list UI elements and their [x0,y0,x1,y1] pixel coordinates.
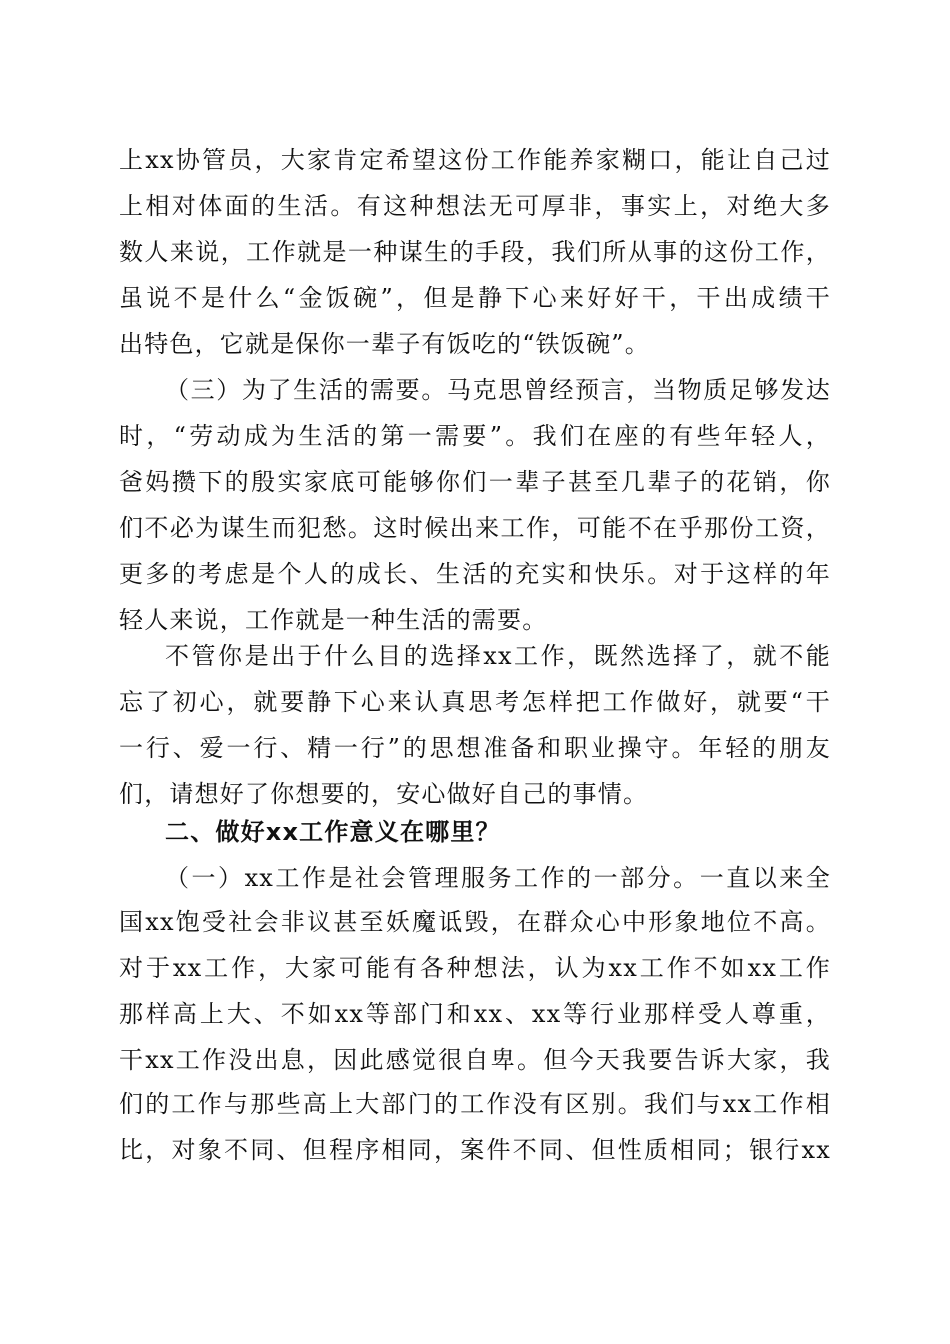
text-line: 那样高上大、不如xx等部门和xx、xx等行业那样受人尊重， [119,1000,831,1028]
paragraph-start-line: 不管你是出于什么目的选择xx工作，既然选择了，就不能 [165,642,831,670]
text-line: 们不必为谋生而犯愁。这时候出来工作，可能不在乎那份工资， [119,514,831,542]
paragraph-start-line: （三）为了生活的需要。马克思曾经预言，当物质足够发达 [165,376,831,404]
text-line: 时，“劳动成为生活的第一需要”。我们在座的有些年轻人， [119,422,831,450]
text-line: 数人来说，工作就是一种谋生的手段，我们所从事的这份工作， [119,238,831,266]
text-line: 对于xx工作，大家可能有各种想法，认为xx工作不如xx工作 [119,954,831,982]
section-heading: 二、做好xx工作意义在哪里？ [165,818,501,846]
text-line: 们的工作与那些高上大部门的工作没有区别。我们与xx工作相 [119,1090,831,1118]
paragraph-start-line: （一）xx工作是社会管理服务工作的一部分。一直以来全 [165,864,831,892]
text-line: 爸妈攒下的殷实家底可能够你们一辈子甚至几辈子的花销，你 [119,468,831,496]
text-line: 虽说不是什么“金饭碗”，但是静下心来好好干，干出成绩干 [119,284,831,312]
text-line: 忘了初心，就要静下心来认真思考怎样把工作做好，就要“干 [119,688,831,716]
text-line: 更多的考虑是个人的成长、生活的充实和快乐。对于这样的年 [119,560,831,588]
text-line: 比，对象不同、但程序相同，案件不同、但性质相同；银行xx [119,1136,831,1164]
text-line: 轻人来说，工作就是一种生活的需要。 [119,606,548,634]
text-line: 干xx工作没出息，因此感觉很自卑。但今天我要告诉大家，我 [119,1046,831,1074]
text-line: 国xx饱受社会非议甚至妖魔诋毁，在群众心中形象地位不高。 [119,908,831,936]
text-line: 们，请想好了你想要的，安心做好自己的事情。 [119,780,649,808]
text-line: 上相对体面的生活。有这种想法无可厚非，事实上，对绝大多 [119,192,831,220]
text-line: 一行、爱一行、精一行”的思想准备和职业操守。年轻的朋友 [119,734,831,762]
text-line: 上xx协管员，大家肯定希望这份工作能养家糊口，能让自己过 [119,146,831,174]
text-line: 出特色，它就是保你一辈子有饭吃的“铁饭碗”。 [119,330,650,358]
